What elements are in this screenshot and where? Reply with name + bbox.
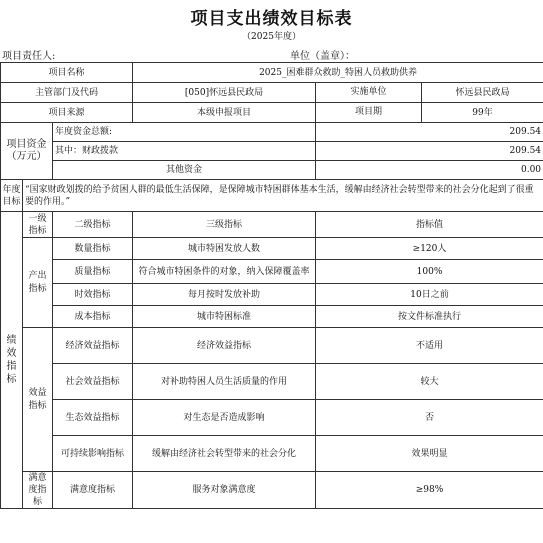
indicator-level2: 数量指标 xyxy=(53,238,133,260)
indicator-level2: 质量指标 xyxy=(53,260,133,284)
indicator-value: 效果明显 xyxy=(316,436,543,472)
dept-value: [050]怀远县民政局 xyxy=(133,83,316,103)
indicator-value: 10日之前 xyxy=(316,284,543,306)
indicator-level3: 城市特困发放人数 xyxy=(133,238,316,260)
indicator-level3: 对补助特困人员生活质量的作用 xyxy=(133,364,316,400)
indicator-value: ≥120人 xyxy=(316,238,543,260)
performance-goal-table xyxy=(0,62,543,509)
impl-unit-cell xyxy=(316,83,543,103)
source-label: 项目来源 xyxy=(1,103,133,123)
page-title: 项目支出绩效目标表 xyxy=(190,9,353,29)
indicator-level2: 时效指标 xyxy=(53,284,133,306)
level1-header: 一级 指标 xyxy=(23,212,53,238)
funds-label: 项目资金 （万元） xyxy=(1,123,53,180)
indicator-level3: 符合城市特困条件的对象，纳入保障覆盖率 xyxy=(133,260,316,284)
indicator-level2: 可持续影响指标 xyxy=(53,436,133,472)
benefit-indicator-label: 效益 指标 xyxy=(23,328,53,472)
impl-unit-label: 实施单位 xyxy=(316,83,422,102)
performance-label: 绩 效 指 标 xyxy=(1,212,23,509)
dept-label: 主管部门及代码 xyxy=(1,83,133,103)
source-value: 本级申报项目 xyxy=(133,103,316,123)
indicator-value: 100% xyxy=(316,260,543,284)
indicator-value: 不适用 xyxy=(316,328,543,364)
satisfaction-indicator-label: 满意 度指 标 xyxy=(23,472,53,509)
period-value: 99年 xyxy=(472,107,493,118)
funds-fiscal-value: 209.54 xyxy=(316,142,543,161)
funds-total-label: 年度资金总额: xyxy=(53,123,316,142)
output-indicator-label: 产出 指标 xyxy=(23,238,53,328)
indicator-level2: 社会效益指标 xyxy=(53,364,133,400)
indicator-level3: 对生态是否造成影响 xyxy=(133,400,316,436)
indicator-value: 否 xyxy=(316,400,543,436)
responsible-label: 项目责任人: xyxy=(2,51,56,62)
indicator-level3: 城市特困标准 xyxy=(133,306,316,328)
annual-goal-text: “国家财政划拨的给予贫困人群的最低生活保障，是保障城市特困群体基本生活，缓解由经济社会转型带来的社会分化起到了很重要的作用。” xyxy=(23,180,543,212)
funds-fiscal-label: 其中：财政拨款 xyxy=(53,142,316,161)
funds-total-value: 209.54 xyxy=(316,123,543,142)
indicator-value: ≥98% xyxy=(316,472,543,509)
impl-unit-value: 怀远县民政局 xyxy=(455,87,510,98)
indicator-level2: 满意度指标 xyxy=(53,472,133,509)
year-label: （2025年度） xyxy=(242,32,301,42)
indicator-value: 较大 xyxy=(316,364,543,400)
period-cell xyxy=(316,103,543,123)
period-label: 项目期 xyxy=(316,103,422,122)
value-header: 指标值 xyxy=(316,212,543,238)
indicator-level2: 经济效益指标 xyxy=(53,328,133,364)
project-name-value: 2025_困难群众救助_特困人员救助供养 xyxy=(133,63,543,83)
indicator-level3: 缓解由经济社会转型带来的社会分化 xyxy=(133,436,316,472)
level2-header: 二级指标 xyxy=(53,212,133,238)
project-name-label: 项目名称 xyxy=(1,63,133,83)
indicator-level2: 成本指标 xyxy=(53,306,133,328)
annual-goal-label: 年度 目标 xyxy=(1,180,23,212)
indicator-level3: 服务对象满意度 xyxy=(133,472,316,509)
funds-other-label: 其他资金 xyxy=(53,161,316,180)
indicator-level3: 每月按时发放补助 xyxy=(133,284,316,306)
indicator-level3: 经济效益指标 xyxy=(133,328,316,364)
indicator-level2: 生态效益指标 xyxy=(53,400,133,436)
indicator-value: 按文件标准执行 xyxy=(316,306,543,328)
funds-other-value: 0.00 xyxy=(316,161,543,180)
level3-header: 三级指标 xyxy=(133,212,316,238)
unit-seal-label: 单位（盖章）： xyxy=(290,51,355,62)
